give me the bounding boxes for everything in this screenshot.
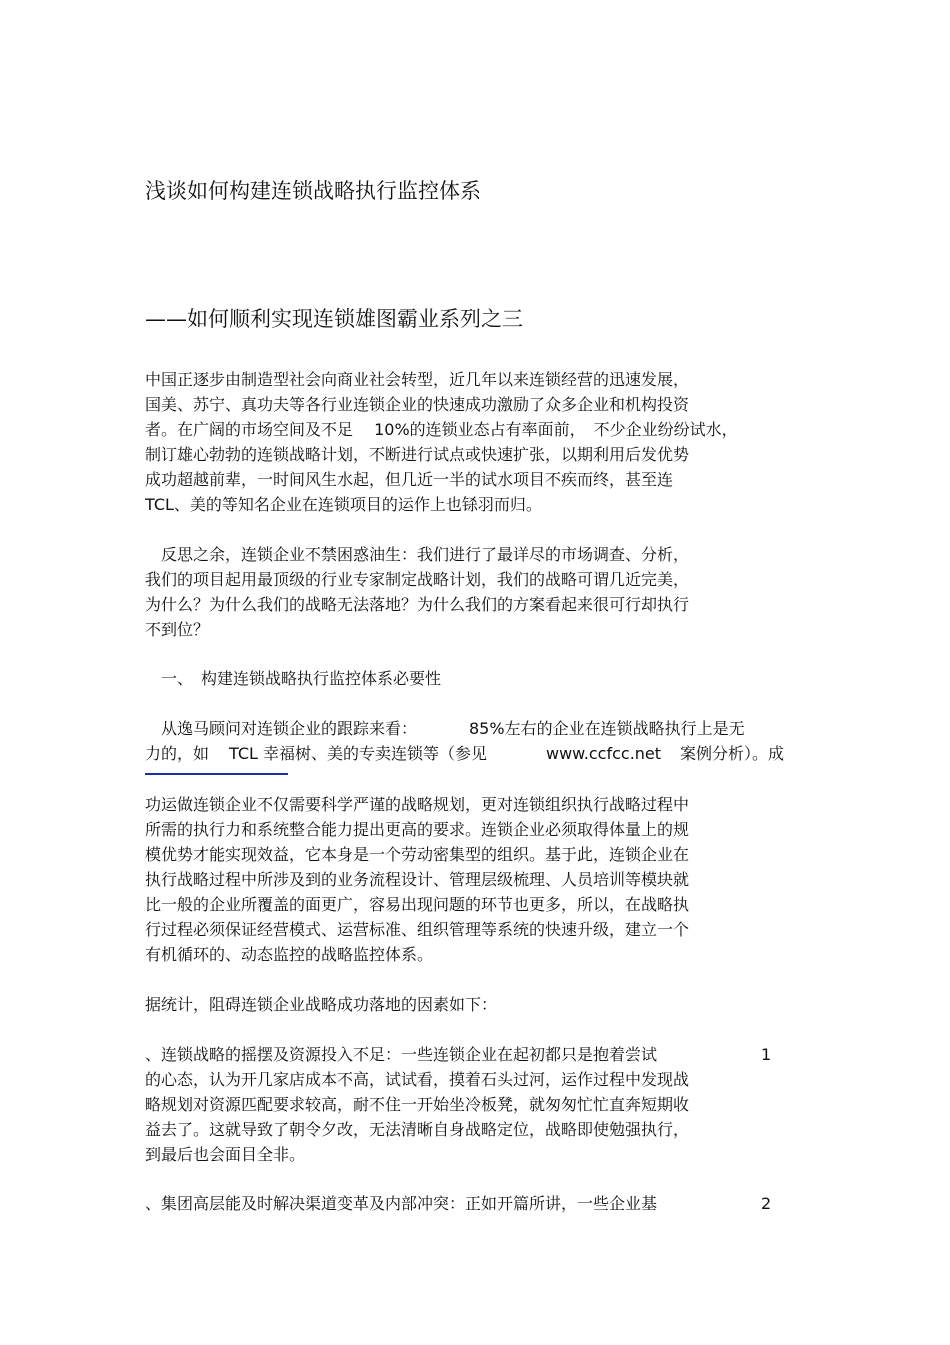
factor1-line: 到最后也会面目全非。 [145,1145,306,1164]
section-heading: 一、 构建连锁战略执行监控体系必要性 [145,669,442,688]
yima-text: 85%左右的企业在连锁战略执行上是无 [469,719,745,738]
intro-line: 中国正逐步由制造型社会向商业社会转型，近几年以来连锁经营的迅速发展， [145,370,690,389]
document-title: 浅谈如何构建连锁战略执行监控体系 [145,179,481,203]
factor1-line: 的心态，认为开几家店成本不高，试试看，摸着石头过河，运作过程中发现战 [145,1070,690,1089]
reflection-line: 为什么？为什么我们的战略无法落地？为什么我们的方案看起来很可行却执行 [145,595,690,614]
factor1-line: 益去了。这就导致了朝令夕改，无法清晰自身战略定位，战略即使勉强执行， [145,1120,690,1139]
success-line: 所需的执行力和系统整合能力提出更高的要求。连锁企业必须取得体量上的规 [145,820,690,839]
document-subtitle: ——如何顺利实现连锁雄图霸业系列之三 [145,307,523,331]
yima-text: 案例分析）。成 [680,744,785,763]
success-line: 行过程必须保证经营模式、运营标准、组织管理等系统的快速升级，建立一个 [145,920,690,939]
factor2-line: 、集团高层能及时解决渠道变革及内部冲突：正如开篇所讲，一些企业基 [145,1194,658,1213]
intro-line: 成功超越前辈，一时间风生水起，但几近一半的试水项目不疾而终，甚至连 [145,470,674,489]
factor1-number: 1 [761,1045,772,1064]
website-link[interactable]: www.ccfcc.net [546,744,662,763]
success-line: 有机循环的、动态监控的战略监控体系。 [145,945,434,964]
success-line: 模优势才能实现效益，它本身是一个劳动密集型的组织。基于此，连锁企业在 [145,845,690,864]
intro-line: 者。在广阔的市场空间及不足 10%的连锁业态占有率面前， 不少企业纷纷试水， [145,420,738,439]
yima-text: 力的，如 [145,744,210,763]
reflection-line: 不到位？ [145,620,210,639]
yima-text: TCL 幸福树、美的专卖连锁等（参见 [229,744,488,763]
success-line: 功运做连锁企业不仅需要科学严谨的战略规划，更对连锁组织执行战略过程中 [145,795,690,814]
factor1-line: 、连锁战略的摇摆及资源投入不足：一些连锁企业在起初都只是抱着尝试 [145,1045,658,1064]
intro-line: 制订雄心勃勃的连锁战略计划，不断进行试点或快速扩张，以期利用后发优势 [145,445,690,464]
stats-intro: 据统计，阻碍连锁企业战略成功落地的因素如下： [145,995,498,1014]
success-line: 比一般的企业所覆盖的面更广，容易出现问题的环节也更多，所以，在战略执 [145,895,690,914]
factor2-number: 2 [761,1194,772,1213]
factor1-line: 略规划对资源匹配要求较高，耐不住一开始坐冷板凳，就匆匆忙忙直奔短期收 [145,1095,690,1114]
reflection-line: 我们的项目起用最顶级的行业专家制定战略计划，我们的战略可谓几近完美， [145,570,690,589]
success-line: 执行战略过程中所涉及到的业务流程设计、管理层级梳理、人员培训等模块就 [145,870,690,889]
intro-line: TCL、美的等知名企业在连锁项目的运作上也铩羽而归。 [145,495,542,514]
intro-line: 国美、苏宁、真功夫等各行业连锁企业的快速成功激励了众多企业和机构投资 [145,395,690,414]
yima-text: 从逸马顾问对连锁企业的跟踪来看： [145,719,418,738]
link-underline [145,773,288,775]
reflection-line: 反思之余，连锁企业不禁困惑油生：我们进行了最详尽的市场调查、分析， [145,545,690,564]
